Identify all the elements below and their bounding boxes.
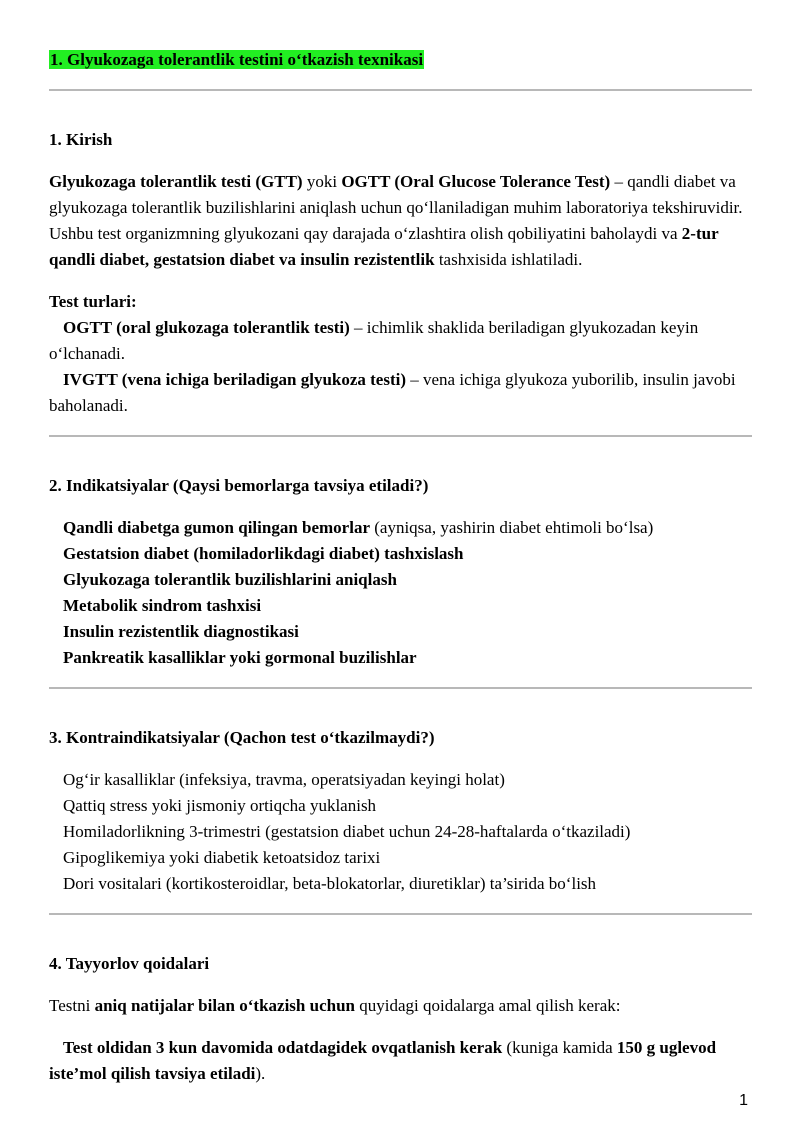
section-heading-intro: 1. Kirish bbox=[49, 130, 113, 149]
list-item: Dori vositalari (kortikosteroidlar, beta-blokatorlar, diuretiklar) ta’sirida bo‘lish bbox=[63, 874, 597, 893]
list-item: Metabolik sindrom tashxisi bbox=[63, 596, 262, 615]
list-item: OGTT (oral glukozaga tolerantlik testi) – ichimlik shaklida beriladigan glyukozadan keyin o‘lchanadi. bbox=[49, 318, 699, 363]
preparation-rule: Test oldidan 3 kun davomida odatdagidek ovqatlanish kerak (kuniga kamida 150 g uglevod iste’mol qilish tavsiya etiladi). bbox=[49, 1038, 717, 1083]
list-item: Homiladorlikning 3-trimestri (gestatsion diabet uchun 24-28-haftalarda o‘tkaziladi) bbox=[63, 822, 631, 841]
page-number: 1 bbox=[739, 1092, 748, 1109]
contraindications-list bbox=[49, 767, 752, 897]
list-item: IVGTT (vena ichiga beriladigan glyukoza testi) – vena ichiga glyukoza yuborilib, insulin javobi baholanadi. bbox=[49, 370, 736, 415]
list-item: Pankreatik kasalliklar yoki gormonal buzilishlar bbox=[63, 648, 417, 667]
preparation-intro: Testni aniq natijalar bilan o‘tkazish uchun quyidagi qoidalarga amal qilish kerak: bbox=[49, 996, 621, 1015]
list-item: Insulin rezistentlik diagnostikasi bbox=[63, 622, 299, 641]
term-diagnoses: 2-tur qandli diabet, gestatsion diabet va insulin rezistentlik bbox=[49, 224, 719, 269]
term-gtt: Glyukozaga tolerantlik testi (GTT) bbox=[49, 172, 303, 191]
document-page bbox=[49, 44, 752, 1087]
list-item: Og‘ir kasalliklar (infeksiya, travma, operatsiyadan keyingi holat) bbox=[63, 770, 505, 789]
list-item: Qattiq stress yoki jismoniy ortiqcha yuklanish bbox=[63, 796, 377, 815]
section-heading-indications: 2. Indikatsiyalar (Qaysi bemorlarga tavsiya etiladi?) bbox=[49, 476, 429, 495]
indications-list bbox=[49, 515, 752, 671]
highlighted-title: 1. Glyukozaga tolerantlik testini o‘tkazish texnikasi bbox=[50, 50, 424, 69]
section-heading-preparation: 4. Tayyorlov qoidalari bbox=[49, 954, 210, 973]
term-ogtt: OGTT (Oral Glucose Tolerance Test) bbox=[341, 172, 611, 191]
document-title bbox=[49, 44, 752, 76]
section-heading-contraindications: 3. Kontraindikatsiyalar (Qachon test o‘tkazilmaydi?) bbox=[49, 728, 435, 747]
intro-paragraph: Glyukozaga tolerantlik testi (GTT) yoki OGTT (Oral Glucose Tolerance Test) – qandli diabet va glyukozaga tolerantlik buzilishlarini aniqlash uchun qo‘llaniladigan muhim laboratoriya tekshiruvidir. Ushbu test organizmning glyukozani qay darajada o‘zlashtira olish qobiliyatini baholaydi va 2-tur qandli diabet, gestatsion diabet va insulin rezistentlik tashxisida ishlatiladi. bbox=[49, 172, 743, 269]
test-types-heading: Test turlari: bbox=[49, 292, 137, 311]
list-item: Qandli diabetga gumon qilingan bemorlar (ayniqsa, yashirin diabet ehtimoli bo‘lsa) bbox=[63, 518, 654, 537]
list-item: Glyukozaga tolerantlik buzilishlarini aniqlash bbox=[63, 570, 397, 589]
list-item: Gestatsion diabet (homiladorlikdagi diabet) tashxislash bbox=[63, 544, 464, 563]
list-item: Gipoglikemiya yoki diabetik ketoatsidoz tarixi bbox=[63, 848, 381, 867]
